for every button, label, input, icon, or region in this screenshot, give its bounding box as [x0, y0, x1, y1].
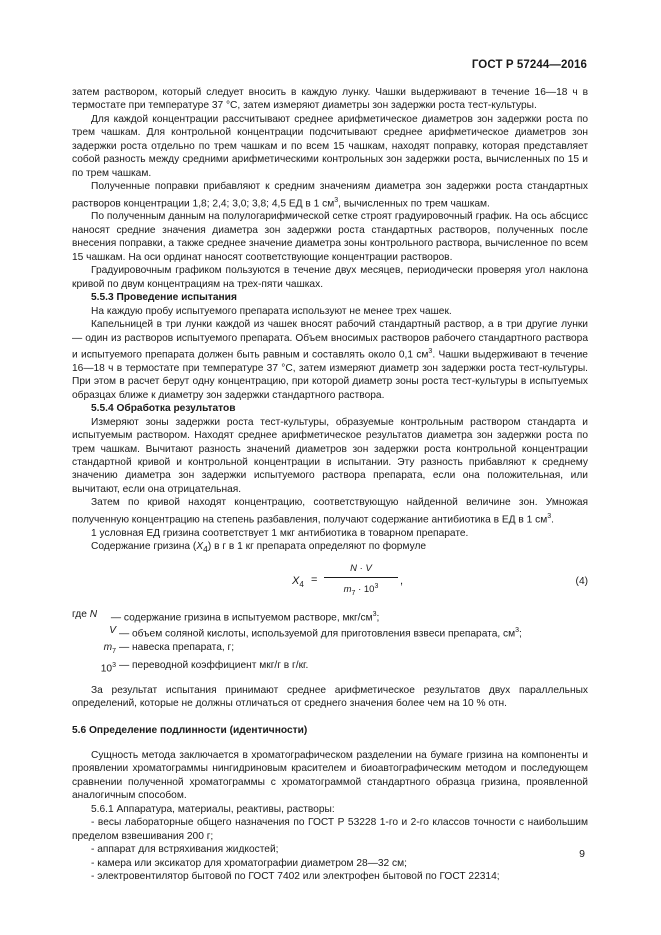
paragraph: Градуировочным графиком пользуются в течение двух месяцев, периодически проверяя угол наклона кривой по двум концентрациям на трех-пяти чашках. — [72, 265, 588, 290]
formula-denominator — [324, 578, 398, 601]
superscript: 3 — [112, 661, 116, 669]
definition-text — [108, 608, 588, 625]
text: . Чашки выдерживают в течение 16—18 ч в термостате при температуре 37 °С, затем измеряют диаметр зон задержки роста тест-культуры. При этом в расчет берут одну концентрацию, при которой диаметр зоны роста тест-культуры в испытуемых образцах ближе к диаметру зон задержки стандартного раствора. — [72, 349, 588, 401]
formula-number: (4) — [575, 575, 588, 587]
section-heading: 5.5.3 Проведение испытания — [91, 292, 237, 304]
section-heading: 5.5.4 Обработка результатов — [91, 403, 236, 415]
paragraph: На каждую пробу испытуемого препарата используют не менее трех чашек. — [91, 305, 452, 317]
symbol: 10 — [100, 663, 113, 675]
superscript: 3 — [372, 610, 377, 618]
paragraph: 5.6.1 Аппаратура, материалы, реактивы, растворы: — [91, 803, 335, 815]
list-item: - электровентилятор бытовой по ГОСТ 7402 или электрофен бытовой по ГОСТ 22314; — [91, 871, 500, 883]
list-item: - камера или эксикатор для хроматографии диаметром 28—32 см; — [91, 857, 407, 869]
paragraph: Сущность метода заключается в хроматографическом разделении на бумаге гризина на компоненты и проявлении хроматограммы нингидриновым красителем и биоавтографическим методом и последующем сравнении полученной хроматограммы с хроматограммой стандартного образца гризина, проявленной аналогичным способом. — [72, 749, 588, 802]
paragraph: Измеряют зоны задержки роста тест-культуры, образуемые контрольным раствором стандарта и испытуемым раствором. Находят среднее арифметическое результатов диаметра зон задержки роста по трем чашкам. Вычитают разность значений диаметров зон задержки роста контрольной концентрации стандартной кривой и контрольной концентрации в испытании. Эту разность прибавляют к среднему значению диаметра зон задержки испытуемого раствора препарата, если она положительная, или вычитают, если она отрицательная. — [72, 416, 588, 495]
symbol: N — [89, 608, 98, 620]
text: , вычисленных по трем чашкам. — [338, 198, 490, 210]
formula-4 — [72, 562, 588, 602]
variable: X — [196, 541, 204, 553]
subscript: 4 — [203, 544, 208, 555]
superscript: 3 — [515, 627, 520, 635]
definition-text — [119, 624, 588, 641]
text: — объем соляной кислоты, используемой для приготовления взвеси препарата, см — [119, 628, 516, 640]
text: Полученные поправки прибавляют к средним значениям диаметра зон задержки роста стандартных растворов концентрации 1,8; 2,4; 3,0; 3,8; 4,5 ЕД в 1 см — [72, 181, 588, 210]
standard-header: ГОСТ Р 57244—2016 — [471, 59, 587, 71]
text: — содержание гризина в испытуемом растворе, мкг/см — [110, 612, 373, 623]
text: где — [72, 608, 87, 620]
definition-text: — навеска препарата, г; — [119, 642, 235, 654]
formula-fraction — [324, 562, 398, 601]
page-number: 9 — [579, 848, 585, 860]
superscript: 3 — [334, 196, 339, 204]
definition-symbol: V — [109, 625, 116, 637]
definition-item — [72, 608, 588, 625]
text: . — [551, 514, 554, 526]
section-heading: 5.6 Определение подлинности (идентичности) — [72, 724, 308, 736]
paragraph — [72, 540, 588, 556]
subscript: 7 — [351, 590, 356, 598]
formula-comma: , — [400, 574, 404, 587]
paragraph — [72, 318, 588, 402]
page-body — [72, 86, 588, 884]
definition-symbol — [72, 608, 108, 625]
superscript: 3 — [374, 583, 379, 591]
definition-symbol — [72, 659, 119, 676]
definition-item — [72, 624, 588, 641]
formula-equals: = — [311, 573, 318, 586]
superscript: 3 — [428, 348, 433, 355]
symbol: m — [103, 642, 113, 654]
paragraph: затем раствором, который следует вносить в каждую лунку. Чашки выдерживают в течение 16—18 ч в термостате при температуре 37 °С, затем измеряют диаметры зон задержки роста тест-культуры. — [72, 87, 588, 112]
paragraph: 1 условная ЕД гризина соответствует 1 мкг антибиотика в товарном препарате. — [91, 527, 469, 539]
formula-definitions — [72, 608, 588, 676]
subscript: 7 — [112, 648, 116, 656]
list-item: - аппарат для встряхивания жидкостей; — [91, 844, 279, 856]
paragraph — [72, 496, 588, 526]
text: m — [343, 584, 352, 596]
paragraph: По полученным данным на полулогарифмической сетке строят градуировочный график. На ось абсцисс наносят средние значения диаметра зон задержки роста стандартных растворов, полученных после внесения поправки, а также среднее значение диаметра зоны контрольного раствора, вычисленное по всем 15 чашкам. На оси ординат наносят соответствующие концентрации растворов. — [72, 211, 588, 263]
text: Содержание гризина ( — [91, 541, 197, 553]
text: Капельницей в три лунки каждой из чашек вносят рабочий стандартный раствор, а в три другие лунки — один из растворов испытуемого препарата. Объем вносимых растворов рабочего стандартного раствора и испытуемого препарата должен быть равным и составлять около 0,1 см — [72, 319, 588, 361]
definition-text: — переводной коэффициент мкг/г в г/кг. — [119, 659, 309, 671]
text: · 10 — [355, 584, 375, 596]
definition-item — [72, 659, 588, 676]
superscript: 3 — [547, 512, 552, 520]
definition-item — [72, 641, 588, 658]
paragraph — [72, 180, 588, 210]
list-item: - весы лабораторные общего назначения по ГОСТ Р 53228 1-го и 2-го классов точности с наибольшим пределом взвешивания 200 г; — [72, 817, 588, 842]
text: ) в г в 1 кг препарата определяют по формуле — [207, 541, 427, 553]
text: ; — [519, 628, 522, 640]
text: Затем по кривой находят концентрацию, соответствующую найденной величине зон. Умножая полученную концентрацию на степень разбавления, получают содержание антибиотика в ЕД в 1 см — [72, 497, 588, 526]
formula-subscript: 4 — [299, 579, 304, 589]
paragraph: Для каждой концентрации рассчитывают среднее арифметическое диаметров зон задержки роста по трем чашкам. Для контрольной концентрации подсчитывают среднее арифметическое диаметров зон задержки роста отдельно по трем чашкам и по всем 15 чашкам, находят поправку, которая представляет собой разность между средними арифметическими контрольных зон задержки роста, вычисленных по 15 и по трем чашкам. — [72, 113, 588, 179]
formula-variable: X — [292, 574, 300, 587]
paragraph: За результат испытания принимают среднее арифметическое результатов двух параллельных определений, которые не должны отличаться от среднего значения более чем на 10 % отн. — [72, 684, 588, 710]
text: ; — [376, 612, 380, 623]
formula-lhs — [292, 575, 304, 592]
formula-numerator: N · V — [324, 562, 398, 578]
definition-symbol — [72, 641, 119, 658]
